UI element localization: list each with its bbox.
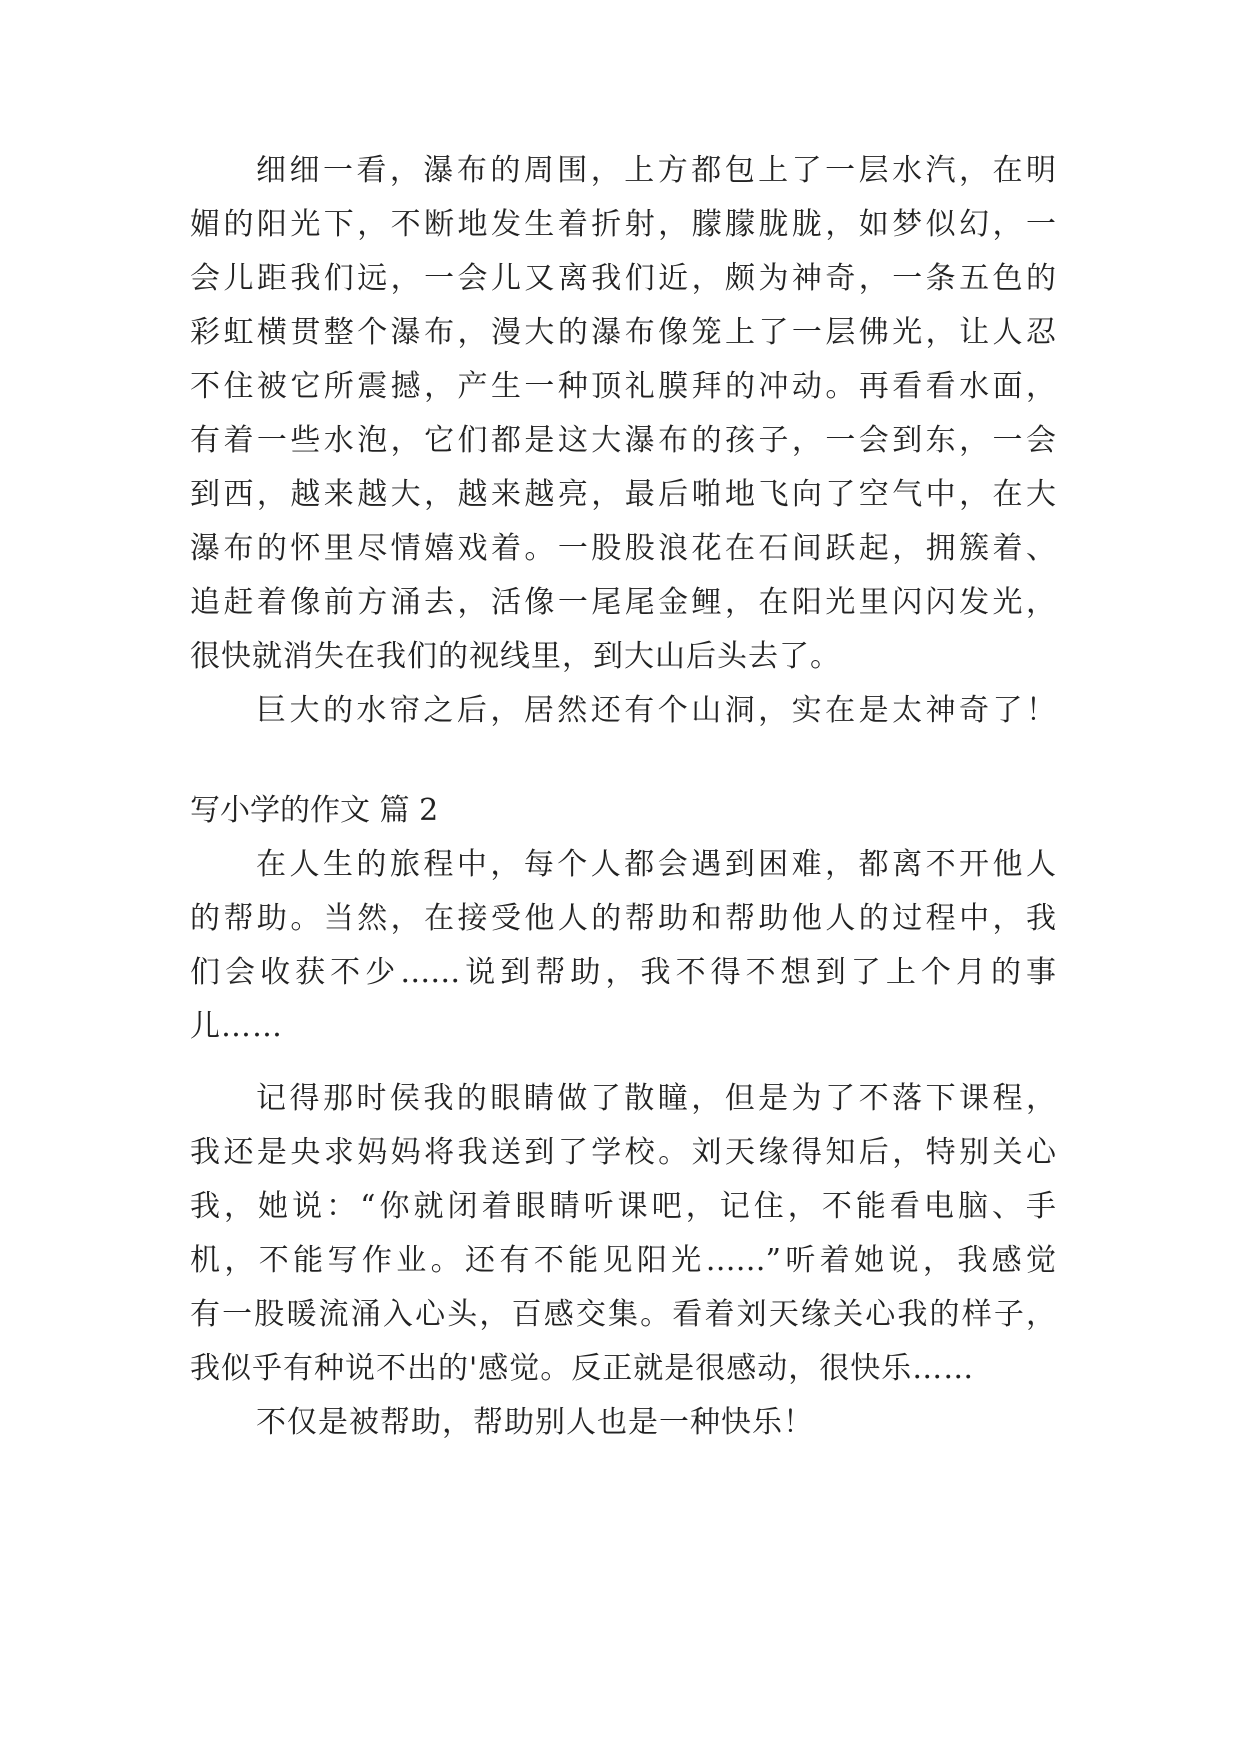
text-line: 我，她说：“你就闭着眼睛听课吧，记住，不能看电脑、手: [190, 1189, 1056, 1224]
text-line: 机，不能写作业。还有不能见阳光……”听着她说，我感觉: [190, 1243, 1056, 1278]
text-line: 记得那时侯我的眼睛做了散瞳，但是为了不落下课程，: [256, 1081, 1056, 1116]
text-line: 媚的阳光下，不断地发生着折射，朦朦胧胧，如梦似幻，一: [190, 207, 1056, 242]
text-line: 巨大的水帘之后，居然还有个山洞，实在是太神奇了！: [256, 693, 1056, 728]
text-line: 瀑布的怀里尽情嬉戏着。一股股浪花在石间跃起，拥簇着、: [190, 531, 1056, 566]
text-line: 会儿距我们远，一会儿又离我们近，颇为神奇，一条五色的: [190, 261, 1056, 296]
text-line: 不住被它所震撼，产生一种顶礼膜拜的冲动。再看看水面，: [190, 369, 1056, 404]
section-title: 写小学的作文 篇 2: [190, 793, 439, 828]
text-line: 们会收获不少……说到帮助，我不得不想到了上个月的事: [190, 955, 1056, 990]
text-line: 追赶着像前方涌去，活像一尾尾金鲤，在阳光里闪闪发光，: [190, 585, 1056, 620]
text-line: 的帮助。当然，在接受他人的帮助和帮助他人的过程中，我: [190, 901, 1056, 936]
text-line: 到西，越来越大，越来越亮，最后啪地飞向了空气中，在大: [190, 477, 1056, 512]
text-line: 有着一些水泡，它们都是这大瀑布的孩子，一会到东，一会: [190, 423, 1056, 458]
text-line: 儿……: [190, 1009, 283, 1044]
text-line: 我似乎有种说不出的'感觉。反正就是很感动，很快乐……: [190, 1351, 975, 1386]
text-line: 细细一看，瀑布的周围，上方都包上了一层水汽，在明: [256, 153, 1056, 188]
text-line: 很快就消失在我们的视线里，到大山后头去了。: [190, 639, 841, 674]
text-line: 有一股暖流涌入心头，百感交集。看着刘天缘关心我的样子，: [190, 1297, 1056, 1332]
text-line: 我还是央求妈妈将我送到了学校。刘天缘得知后，特别关心: [190, 1135, 1056, 1170]
text-line: 彩虹横贯整个瀑布，漫大的瀑布像笼上了一层佛光，让人忍: [190, 315, 1056, 350]
text-line: 不仅是被帮助，帮助别人也是一种快乐！: [256, 1405, 814, 1440]
text-line: 在人生的旅程中，每个人都会遇到困难，都离不开他人: [256, 847, 1056, 882]
